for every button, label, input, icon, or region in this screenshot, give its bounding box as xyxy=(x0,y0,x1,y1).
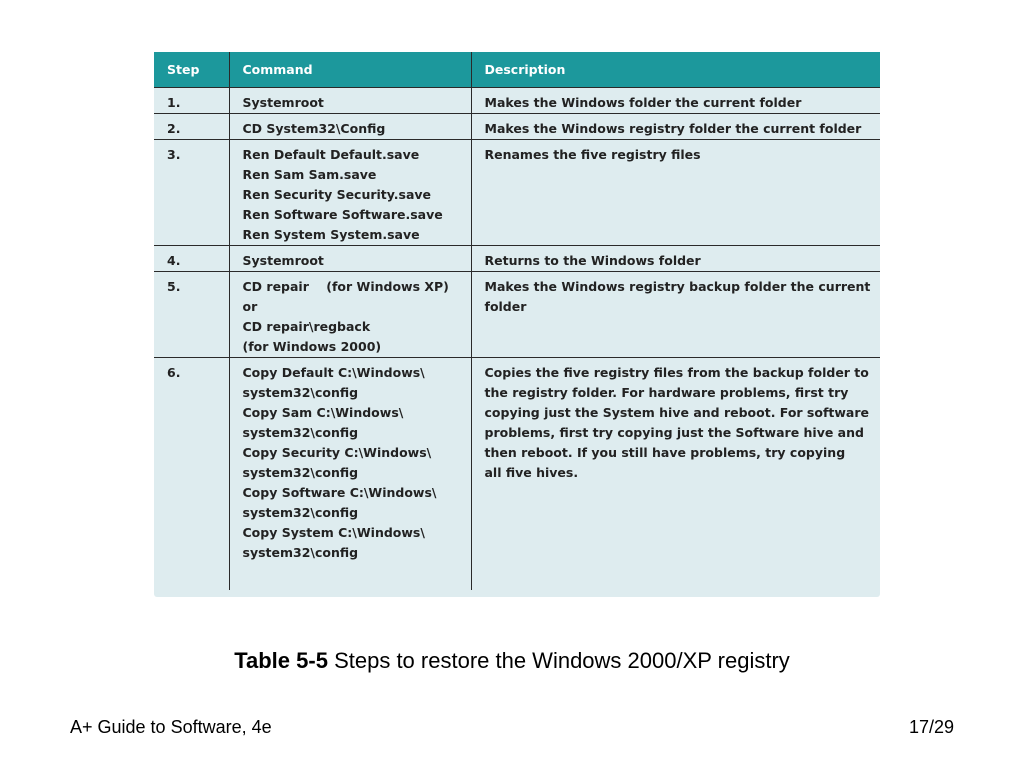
command-line: CD repair (for Windows XP) xyxy=(242,279,449,294)
table-row xyxy=(154,140,880,246)
description-cell xyxy=(471,358,880,590)
command-line: Ren System System.save xyxy=(242,227,420,242)
command-line: Ren Default Default.save xyxy=(242,147,420,162)
table-row xyxy=(154,272,880,358)
table-header-row xyxy=(154,52,880,88)
footer-page-number: 17/29 xyxy=(908,717,954,737)
command-line: system32\config xyxy=(242,385,359,400)
table-row xyxy=(154,114,880,140)
step-cell: 1. xyxy=(154,88,229,114)
description-line: copying just the System hive and reboot. For software xyxy=(484,405,869,420)
command-line: Copy Software C:\Windows\ xyxy=(242,485,437,500)
command-line: (for Windows 2000) xyxy=(242,339,382,354)
command-line: Copy Security C:\Windows\ xyxy=(242,445,432,460)
description-line: Copies the five registry files from the backup folder to xyxy=(484,365,869,380)
command-line: Copy System C:\Windows\ xyxy=(242,525,425,540)
description-line: the registry folder. For hardware problems, first try xyxy=(484,385,849,400)
description-line: Returns to the Windows folder xyxy=(484,253,701,268)
step-cell: 3. xyxy=(154,140,229,246)
command-line: CD System32\Config xyxy=(242,121,386,136)
table-row xyxy=(154,358,880,590)
description-line: Makes the Windows registry backup folder the current xyxy=(484,279,871,294)
command-line: system32\config xyxy=(242,425,359,440)
description-cell xyxy=(471,88,880,114)
description-line: all five hives. xyxy=(484,465,579,480)
caption-text: Steps to restore the Windows 2000/XP registry xyxy=(334,648,790,673)
command-line: Copy Sam C:\Windows\ xyxy=(242,405,404,420)
step-cell: 2. xyxy=(154,114,229,140)
description-line: Renames the five registry files xyxy=(484,147,701,162)
registry-steps-table xyxy=(154,52,880,590)
command-line: Ren Security Security.save xyxy=(242,187,432,202)
column-header-description: Description xyxy=(471,52,880,88)
description-cell xyxy=(471,114,880,140)
description-line: problems, first try copying just the Software hive and xyxy=(484,425,864,440)
command-line: Systemroot xyxy=(242,95,324,110)
command-cell xyxy=(229,246,471,272)
step-cell: 5. xyxy=(154,272,229,358)
description-line: folder xyxy=(484,299,527,314)
command-line: Copy Default C:\Windows\ xyxy=(242,365,425,380)
description-line: then reboot. If you still have problems, try copying xyxy=(484,445,846,460)
command-cell xyxy=(229,272,471,358)
command-line: system32\config xyxy=(242,505,359,520)
command-line: Ren Sam Sam.save xyxy=(242,167,377,182)
table-caption xyxy=(0,648,1024,674)
command-line: or xyxy=(242,299,258,314)
description-cell xyxy=(471,246,880,272)
footer-book-title: A+ Guide to Software, 4e xyxy=(70,717,272,737)
table-row xyxy=(154,246,880,272)
step-cell: 4. xyxy=(154,246,229,272)
step-cell: 6. xyxy=(154,358,229,590)
command-cell xyxy=(229,358,471,590)
command-cell xyxy=(229,140,471,246)
command-line: Ren Software Software.save xyxy=(242,207,443,222)
table-row xyxy=(154,88,880,114)
column-header-step: Step xyxy=(154,52,229,88)
caption-label: Table 5-5 xyxy=(234,648,328,673)
description-cell xyxy=(471,272,880,358)
command-cell xyxy=(229,114,471,140)
description-cell xyxy=(471,140,880,246)
command-line: system32\config xyxy=(242,545,359,560)
command-cell xyxy=(229,88,471,114)
command-line: CD repair\regback xyxy=(242,319,371,334)
column-header-command: Command xyxy=(229,52,471,88)
command-line: Systemroot xyxy=(242,253,324,268)
description-line: Makes the Windows registry folder the current folder xyxy=(484,121,862,136)
command-line: system32\config xyxy=(242,465,359,480)
description-line: Makes the Windows folder the current folder xyxy=(484,95,802,110)
registry-steps-table-container xyxy=(154,52,880,597)
